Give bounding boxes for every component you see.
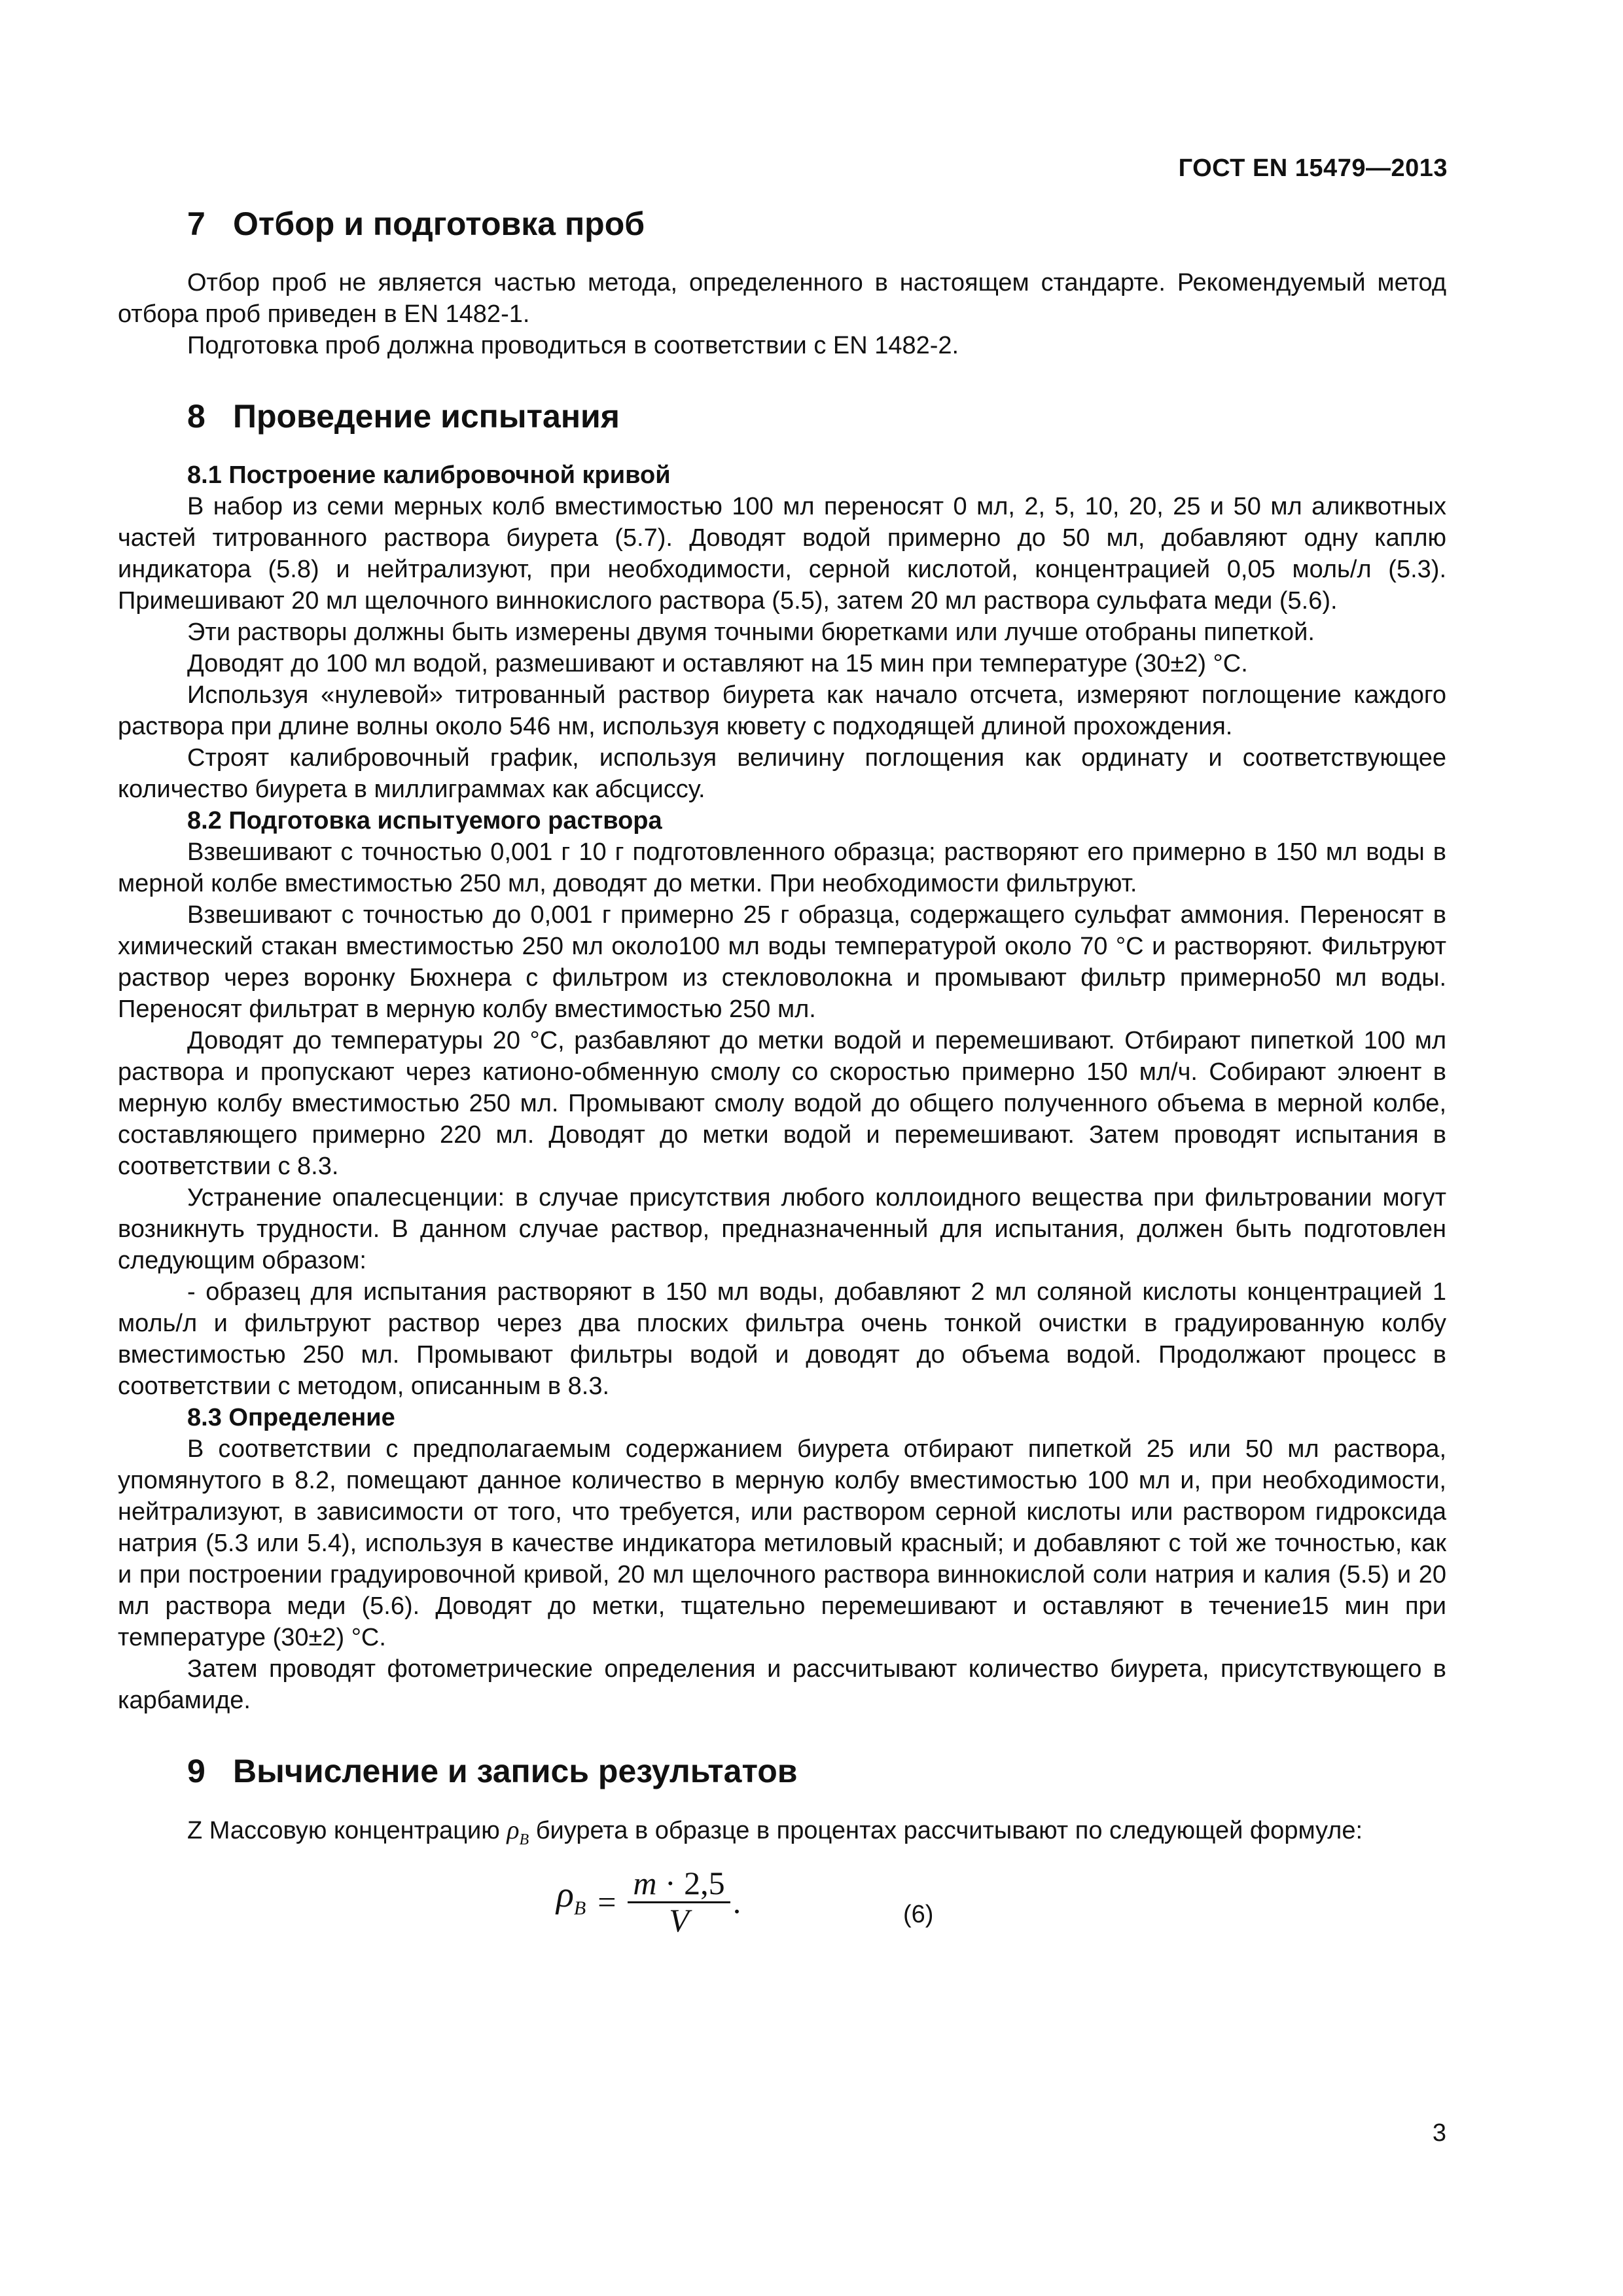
- document-body: [118, 203, 1446, 1960]
- subsection-8-1-paragraph: Строят калибровочный график, используя величину поглощения как ординату и соответствующее количество биурета в миллиграммах как абсциссу.: [118, 744, 1446, 803]
- section-7-paragraph: Отбор проб не является частью метода, определенного в настоящем стандарте. Рекомендуемый метод отбора проб приведен в EN 1482-1.: [118, 269, 1446, 328]
- formula-lhs: [556, 1874, 586, 1924]
- subsection-8-1-paragraph: Эти растворы должны быть измерены двумя точными бюретками или лучше отобраны пипеткой.: [187, 619, 1315, 646]
- subsection-8-2-paragraph: - образец для испытания растворяют в 150 мл воды, добавляют 2 мл соляной кислоты концентрацией 1 моль/л и фильтруют раствор через два плоских фильтра очень тонкой очистки в градуированную колбу вместимостью 250 мл. Промывают фильтры водой и доводят до объема водой. Продолжают процесс в соответствии с методом, описанным в 8.3.: [118, 1278, 1446, 1400]
- formula-expression: [556, 1865, 741, 1939]
- subsection-8-2-paragraph: Доводят до температуры 20 °С, разбавляют до метки водой и перемешивают. Отбирают пипеткой 100 мл раствора и пропускают через катионо-обменную смолу со скоростью примерно 150 мл/ч. Собирают элюент в мерную колбу вместимостью 250 мл. Промывают смолу водой до общего полученного объема в мерной колбе, составляющего примерно 220 мл. Доводят до метки водой и перемешивают. Затем проводят испытания в соответствии с 8.3.: [118, 1027, 1446, 1180]
- subsection-8-1-heading: 8.1 Построение калибровочной кривой: [187, 461, 671, 489]
- subsection-8-3-heading: 8.3 Определение: [187, 1404, 395, 1431]
- formula-fraction: [628, 1865, 730, 1939]
- section-9-intro-start: Z Массовую концентрацию: [187, 1817, 500, 1844]
- section-9-number: 9: [187, 1753, 205, 1789]
- page-number: 3: [1432, 2119, 1446, 2147]
- subsection-8-1-paragraph: Доводят до 100 мл водой, размешивают и оставляют на 15 мин при температуре (30±2) °С.: [187, 650, 1248, 677]
- section-8-title: Проведение испытания: [233, 398, 620, 435]
- section-8-heading: [118, 395, 1446, 437]
- subsection-8-3-paragraph: В соответствии с предполагаемым содержанием биурета отбирают пипеткой 25 или 50 мл раствора, упомянутого в 8.2, помещают данное количество в мерную колбу вместимостью 100 мл и, при необходимости, нейтрализуют, в зависимости от того, что требуется, или раствором серной кислоты или раствором гидроксида натрия (5.3 или 5.4), используя в качестве индикатора метиловый красный; и добавляют с той же точностью, как и при построении градуировочной кривой, 20 мл щелочного раствора виннокислой соли натрия и калия (5.5) и 20 мл раствора меди (5.6). Доводят до метки, тщательно перемешивают и оставляют в течение15 мин при температуре (30±2) °С.: [118, 1435, 1446, 1651]
- section-9-heading: [118, 1750, 1446, 1792]
- section-9-intro-end: биурета в образце в процентах рассчитывают по следующей формуле:: [535, 1817, 1363, 1844]
- formula-6: [118, 1862, 1446, 1960]
- subsection-8-1-paragraph: В набор из семи мерных колб вместимостью 100 мл переносят 0 мл, 2, 5, 10, 20, 25 и 50 мл аликвотных частей титрованного раствора биурета (5.7). Доводят водой примерно до 50 мл, добавляют одну каплю индикатора (5.8) и нейтрализуют, при необходимости, серной кислотой, концентрацией 0,05 моль/л (5.3). Примешивают 20 мл щелочного виннокислого раствора (5.5), затем 20 мл раствора сульфата меди (5.6).: [118, 493, 1446, 615]
- subsection-8-1-paragraph: Используя «нулевой» титрованный раствор биурета как начало отсчета, измеряют поглощение каждого раствора при длине волны около 546 нм, используя кювету с подходящей длиной прохождения.: [118, 681, 1446, 740]
- formula-denominator: V: [669, 1902, 689, 1939]
- formula-number: (6): [903, 1901, 934, 1928]
- formula-end: .: [732, 1883, 741, 1920]
- formula-lhs-letter: ρ: [556, 1874, 574, 1915]
- formula-numerator-rest: · 2,5: [665, 1865, 725, 1901]
- rho-subscript: B: [519, 1831, 529, 1848]
- rho-letter: ρ: [507, 1815, 520, 1844]
- standard-designation: ГОСТ EN 15479—2013: [1178, 154, 1448, 182]
- subsection-8-2-heading: 8.2 Подготовка испытуемого раствора: [187, 807, 662, 834]
- formula-lhs-subscript: B: [573, 1897, 586, 1920]
- section-7-number: 7: [187, 206, 205, 242]
- section-7-paragraph: Подготовка проб должна проводиться в соответствии с EN 1482-2.: [187, 332, 959, 359]
- section-7-heading: [118, 203, 1446, 245]
- subsection-8-2-paragraph: Взвешивают с точностью 0,001 г 10 г подготовленного образца; растворяют его примерно в 150 мл воды в мерной колбе вместимостью 250 мл, доводят до метки. При необходимости фильтруют.: [118, 838, 1446, 897]
- section-7-title: Отбор и подготовка проб: [233, 206, 645, 242]
- formula-numerator: [628, 1867, 730, 1903]
- section-9-intro: [118, 1814, 1446, 1856]
- section-9-title: Вычисление и запись результатов: [233, 1753, 798, 1789]
- rho-symbol: [507, 1815, 529, 1848]
- subsection-8-2-paragraph: Устранение опалесценции: в случае присутствия любого коллоидного вещества при фильтровании могут возникнуть трудности. В данном случае раствор, предназначенный для испытания, должен быть подготовлен следующим образом:: [118, 1184, 1446, 1274]
- formula-numerator-var: m: [633, 1865, 657, 1901]
- section-8-number: 8: [187, 398, 205, 435]
- formula-equals: =: [597, 1883, 616, 1920]
- subsection-8-2-paragraph: Взвешивают с точностью до 0,001 г примерно 25 г образца, содержащего сульфат аммония. Переносят в химический стакан вместимостью 250 мл около100 мл воды температурой около 70 °С и растворяют. Фильтруют раствор через воронку Бюхнера с фильтром из стекловолокна и промывают фильтр примерно50 мл воды. Переносят фильтрат в мерную колбу вместимостью 250 мл.: [118, 901, 1446, 1023]
- subsection-8-3-paragraph: Затем проводят фотометрические определения и рассчитывают количество биурета, присутствующего в карбамиде.: [118, 1655, 1446, 1714]
